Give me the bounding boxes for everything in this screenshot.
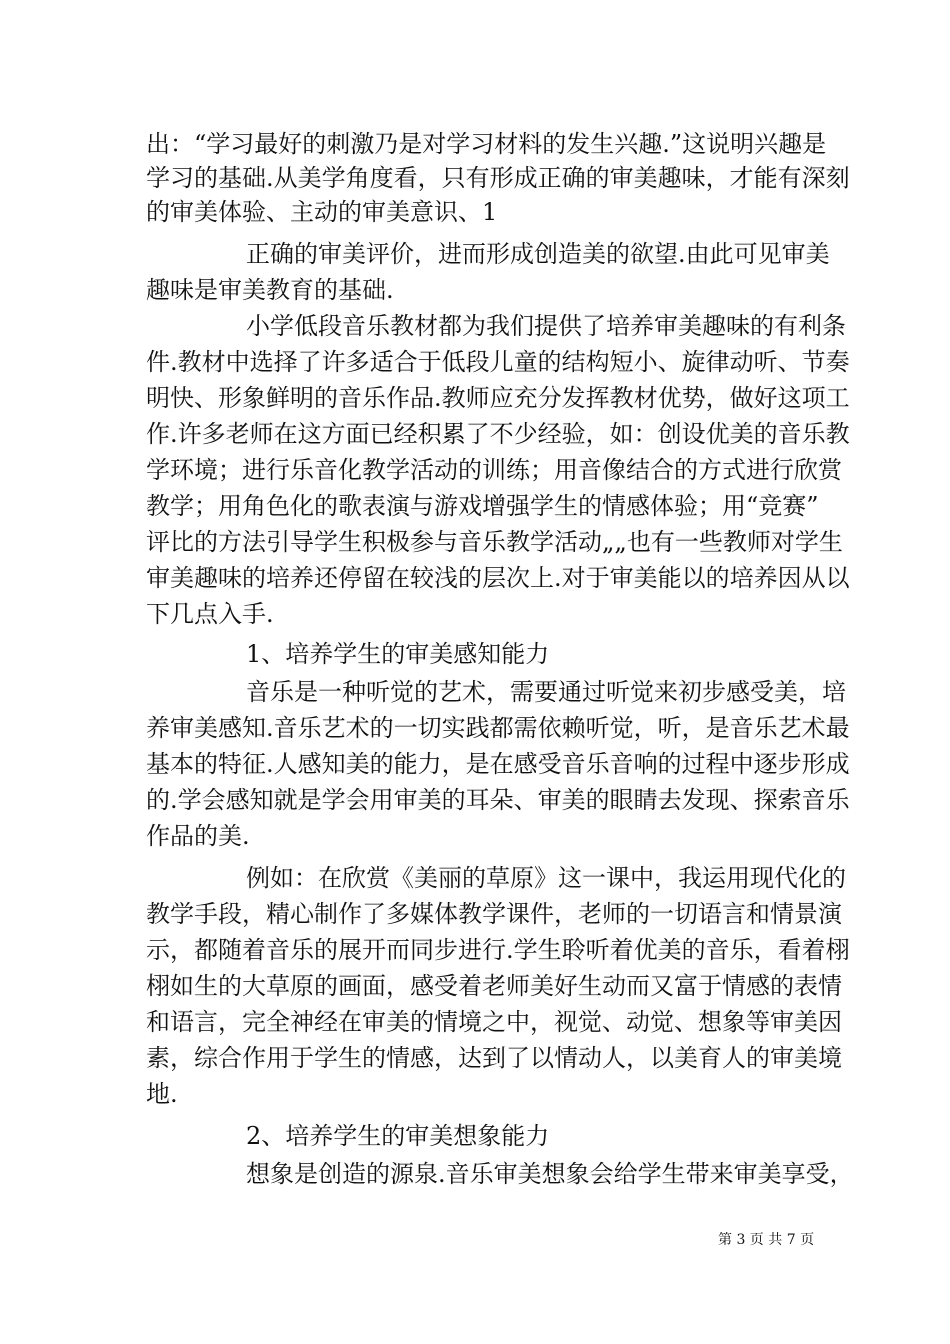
text-line: 音乐是一种听觉的艺术，需要通过听觉来初步感受美，培 xyxy=(246,678,846,706)
text-line: 学习的基础.从美学角度看，只有形成正确的审美趣味，才能有深刻 xyxy=(146,164,850,192)
section-heading: 1、培养学生的审美感知能力 xyxy=(246,640,550,668)
text-line: 教学手段，精心制作了多媒体教学课件，老师的一切语言和情景演 xyxy=(146,900,842,928)
text-line: 明快、形象鲜明的音乐作品.教师应充分发挥教材优势，做好这项工 xyxy=(146,384,850,412)
text-line: 示，都随着音乐的展开而同步进行.学生聆听着优美的音乐，看着栩 xyxy=(146,936,850,964)
text-line: 素，综合作用于学生的情感，达到了以情动人，以美育人的审美境 xyxy=(146,1044,842,1072)
text-line: 基本的特征.人感知美的能力，是在感受音乐音响的过程中逐步形成 xyxy=(146,750,850,778)
text-line: 例如：在欣赏《美丽的草原》这一课中，我运用现代化的 xyxy=(246,864,846,892)
text-line: 正确的审美评价，进而形成创造美的欲望.由此可见审美 xyxy=(246,240,830,268)
text-line: 和语言，完全神经在审美的情境之中，视觉、动觉、想象等审美因 xyxy=(146,1008,842,1036)
text-line: 审美趣味的培养还停留在较浅的层次上.对于审美能以的培养因从以 xyxy=(146,564,850,592)
text-line: 评比的方法引导学生积极参与音乐教学活动„„也有一些教师对学生 xyxy=(146,528,843,556)
text-line: 想象是创造的源泉.音乐审美想象会给学生带来审美享受， xyxy=(246,1160,854,1188)
text-line: 小学低段音乐教材都为我们提供了培养审美趣味的有利条 xyxy=(246,312,846,340)
text-line: 趣味是审美教育的基础. xyxy=(146,276,394,304)
text-line: 件.教材中选择了许多适合于低段儿童的结构短小、旋律动听、节奏 xyxy=(146,348,850,376)
text-line: 地. xyxy=(146,1080,178,1108)
text-line: 教学；用角色化的歌表演与游戏增强学生的情感体验；用“竞赛” xyxy=(146,492,819,520)
section-heading: 2、培养学生的审美想象能力 xyxy=(246,1122,550,1150)
text-line: 养审美感知.音乐艺术的一切实践都需依赖听觉，听，是音乐艺术最 xyxy=(146,714,850,742)
text-line: 学环境；进行乐音化教学活动的训练；用音像结合的方式进行欣赏 xyxy=(146,456,842,484)
page-number: 第 3 页 共 7 页 xyxy=(718,1232,815,1248)
text-line: 栩如生的大草原的画面，感受着老师美好生动而又富于情感的表情 xyxy=(146,972,842,1000)
text-line: 的.学会感知就是学会用审美的耳朵、审美的眼睛去发现、探索音乐 xyxy=(146,786,850,814)
text-line: 的审美体验、主动的审美意识、1 xyxy=(146,198,498,226)
text-line: 出：“学习最好的刺激乃是对学习材料的发生兴趣.”这说明兴趣是 xyxy=(146,130,827,158)
text-line: 下几点入手. xyxy=(146,600,274,628)
text-line: 作品的美. xyxy=(146,822,250,850)
text-line: 作.许多老师在这方面已经积累了不少经验，如：创设优美的音乐教 xyxy=(146,420,850,448)
